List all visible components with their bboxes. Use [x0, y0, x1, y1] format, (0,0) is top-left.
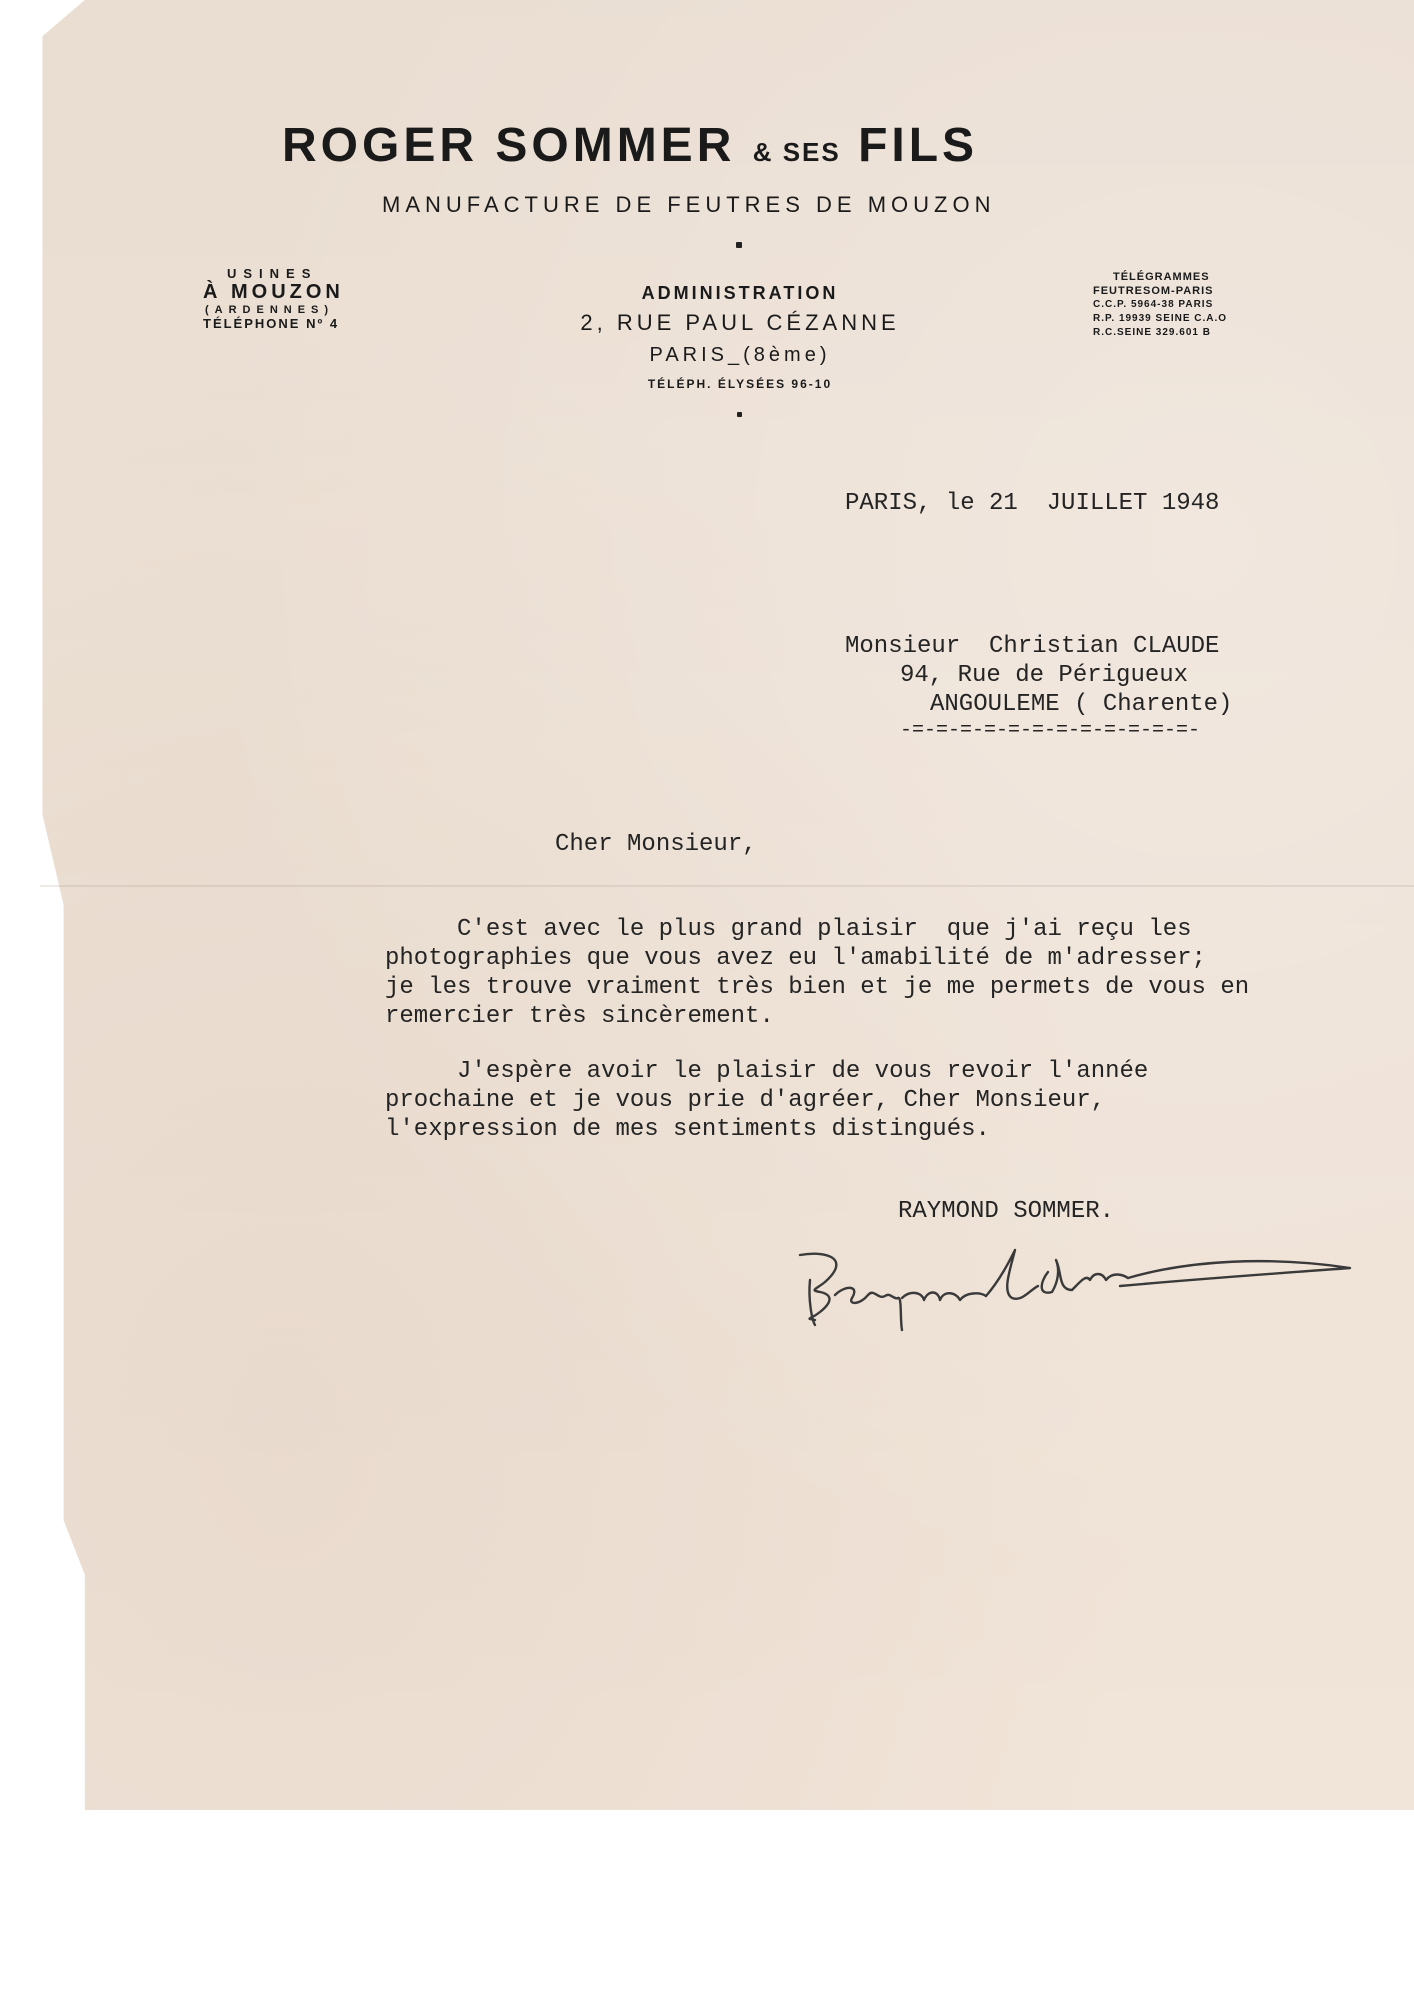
- header-right-block: [1093, 270, 1227, 340]
- recipient-underline: -=-=-=-=-=-=-=-=-=-=-=-=-: [900, 719, 1201, 742]
- signatory-name: RAYMOND SOMMER.: [898, 1198, 1115, 1225]
- paragraph-1: [385, 915, 1249, 1031]
- header-center-line-3: PARIS_(8ème): [649, 344, 831, 366]
- header-right-line-2: FEUTRESOM-PARIS: [1093, 285, 1214, 297]
- paragraph-1-line: je les trouve vraiment très bien et je me permets de vous en: [385, 974, 1250, 1001]
- header-center-line-1: ADMINISTRATION: [641, 283, 839, 303]
- recipient-name: Monsieur Christian CLAUDE: [845, 633, 1220, 660]
- date-line: PARIS, le 21 JUILLET 1948: [845, 490, 1220, 517]
- paper-crease: [40, 885, 1414, 887]
- company-name-end: FILS: [858, 119, 979, 172]
- paragraph-1-line: C'est avec le plus grand plaisir que j'ai reçu les: [385, 916, 1192, 943]
- header-left-line-3: (ARDENNES): [205, 304, 335, 316]
- header-center-line-2: 2, RUE PAUL CÉZANNE: [580, 310, 900, 335]
- header-center-block: [540, 280, 940, 398]
- header-right-line-1: TÉLÉGRAMMES: [1113, 271, 1210, 283]
- header-left-block: [203, 266, 344, 331]
- handwritten-signature: [790, 1220, 1360, 1350]
- header-left-line-4: TÉLÉPHONE Nº 4: [203, 316, 340, 331]
- paragraph-1-line: remercier très sincèrement.: [385, 1003, 774, 1030]
- header-left-line-1: USINES: [227, 266, 318, 281]
- recipient-street: 94, Rue de Périgueux: [900, 662, 1189, 689]
- paragraph-1-line: photographies que vous avez eu l'amabilité de m'adresser;: [385, 945, 1206, 972]
- header-dot-lower: [737, 412, 742, 417]
- company-name-main: ROGER SOMMER: [282, 119, 736, 172]
- company-subtitle: MANUFACTURE DE FEUTRES DE MOUZON: [382, 192, 996, 217]
- header-left-line-2: À MOUZON: [203, 281, 344, 303]
- paragraph-2-line: prochaine et je vous prie d'agréer, Cher Monsieur,: [385, 1087, 1106, 1114]
- paragraph-2: [385, 1057, 1148, 1144]
- header-right-line-4: R.P. 19939 SEINE C.A.O: [1093, 313, 1228, 324]
- header-right-line-5: R.C.SEINE 329.601 B: [1093, 327, 1211, 338]
- salutation: Cher Monsieur,: [555, 831, 757, 858]
- paragraph-2-line: J'espère avoir le plaisir de vous revoir l'année: [385, 1058, 1149, 1085]
- recipient-city: ANGOULEME ( Charente): [930, 691, 1233, 718]
- company-name-amp: & SES: [752, 137, 841, 167]
- paragraph-2-line: l'expression de mes sentiments distingués.: [385, 1116, 990, 1143]
- company-name: [282, 118, 978, 173]
- header-center-line-4: TÉLÉPH. ÉLYSÉES 96-10: [647, 377, 833, 391]
- header-right-line-3: C.C.P. 5964-38 PARIS: [1093, 299, 1214, 310]
- header-dot: [736, 242, 742, 248]
